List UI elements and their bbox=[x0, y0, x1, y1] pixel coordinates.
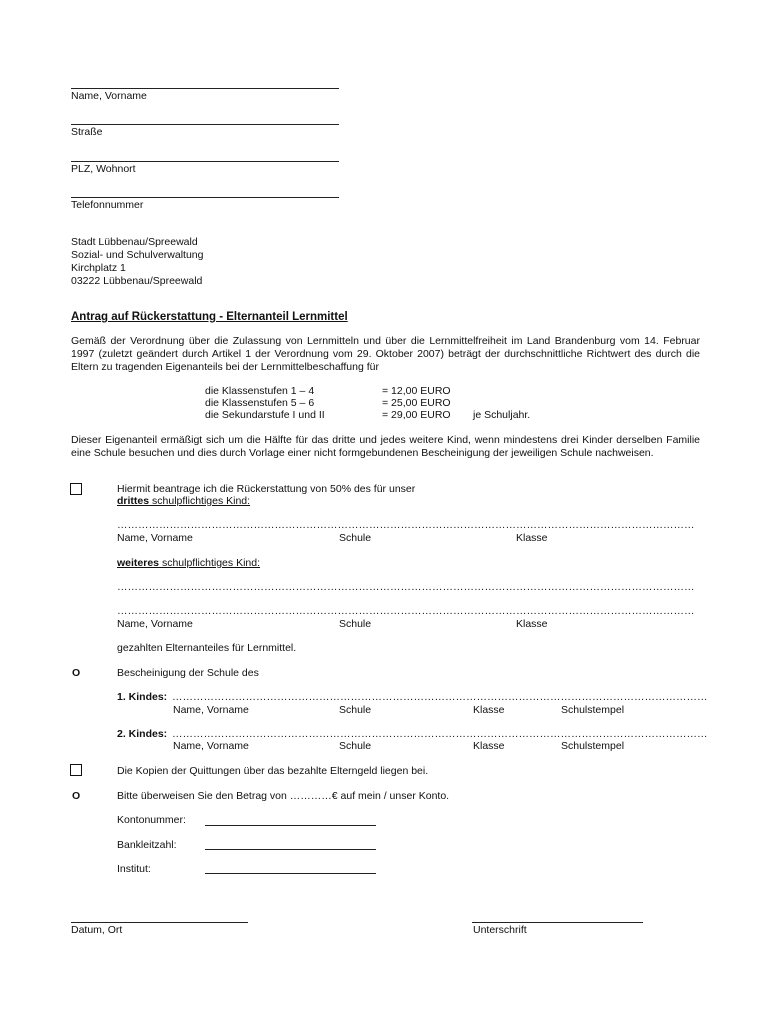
child1-dotted-field[interactable]: ……………………………………………………………………………………………………………………………………… bbox=[172, 691, 708, 703]
child2-col-name: Name, Vorname bbox=[173, 740, 249, 752]
recipient-line-3: Kirchplatz 1 bbox=[71, 262, 126, 274]
signature-line[interactable] bbox=[472, 922, 643, 923]
rate-note: je Schuljahr. bbox=[473, 409, 531, 421]
request-checkbox[interactable] bbox=[70, 483, 82, 495]
third-child-dotted-field[interactable]: ………………………………………………………………………………………………………………………………………………… bbox=[117, 519, 695, 531]
further-child-dotted-field-1[interactable]: ………………………………………………………………………………………………………………………………………………… bbox=[117, 581, 695, 593]
third-child-heading bbox=[117, 495, 250, 508]
rate-level-2: die Klassenstufen 5 – 6 bbox=[205, 397, 315, 409]
rate-amount-3: = 29,00 EURO bbox=[382, 409, 451, 421]
document-title: Antrag auf Rückerstattung - Elternanteil Lernmittel bbox=[71, 311, 348, 323]
further-child-bold: weiteres bbox=[117, 557, 160, 569]
rate-amount-1: = 12,00 EURO bbox=[382, 385, 451, 397]
intro-paragraph: Gemäß der Verordnung über die Zulassung von Lernmitteln und über die Lernmittelfreiheit im Land Brandenburg vom 14. Februar 1997 (zuletzt geändert durch Artikel 1 der Verordnung vom 29. Oktober 2007) beträgt der durchschnittliche Richtwert des durch die Eltern zu tragenden Eigenanteils bei der Lernmittelbeschaffung für bbox=[71, 335, 700, 373]
third-child-bold: drittes bbox=[117, 495, 150, 507]
city-line[interactable] bbox=[71, 161, 339, 162]
child1-col-name: Name, Vorname bbox=[173, 704, 249, 716]
street-line[interactable] bbox=[71, 124, 339, 125]
child1-col-school: Schule bbox=[339, 704, 372, 716]
city-label: PLZ, Wohnort bbox=[71, 163, 136, 175]
child2-col-class: Klasse bbox=[473, 740, 505, 752]
certificate-option-mark[interactable]: O bbox=[72, 667, 81, 679]
rate-level-3: die Sekundarstufe I und II bbox=[205, 409, 325, 421]
phone-line[interactable] bbox=[71, 197, 339, 198]
institute-label: Institut: bbox=[117, 863, 151, 875]
further-col-school: Schule bbox=[339, 618, 372, 630]
recipient-line-2: Sozial- und Schulverwaltung bbox=[71, 249, 204, 261]
date-line[interactable] bbox=[71, 922, 248, 923]
phone-label: Telefonnummer bbox=[71, 199, 144, 211]
bank-code-line[interactable] bbox=[205, 849, 376, 850]
child1-col-class: Klasse bbox=[473, 704, 505, 716]
child2-col-stamp: Schulstempel bbox=[561, 740, 625, 752]
bank-code-label: Bankleitzahl: bbox=[117, 839, 177, 851]
discount-paragraph: Dieser Eigenanteil ermäßigt sich um die Hälfte für das dritte und jedes weitere Kind, wenn mindestens drei Kinder derselben Familie eine Schule besuchen und dies durch Vorlage einer nicht formgebundenen Bescheinigung der jeweiligen Schule nachweisen. bbox=[71, 434, 700, 459]
request-line-1: Hiermit beantrage ich die Rückerstattung von 50% des für unser bbox=[117, 483, 416, 495]
signature-label: Unterschrift bbox=[473, 924, 527, 936]
transfer-option-mark[interactable]: O bbox=[72, 790, 81, 802]
third-col-class: Klasse bbox=[516, 532, 548, 544]
rate-amount-2: = 25,00 EURO bbox=[382, 397, 451, 409]
recipient-line-4: 03222 Lübbenau/Spreewald bbox=[71, 275, 203, 287]
account-label: Kontonummer: bbox=[117, 814, 186, 826]
account-line[interactable] bbox=[205, 825, 376, 826]
certificate-heading: Bescheinigung der Schule des bbox=[117, 667, 259, 679]
child1-label: 1. Kindes: bbox=[117, 691, 168, 703]
name-line[interactable] bbox=[71, 88, 339, 89]
rate-level-1: die Klassenstufen 1 – 4 bbox=[205, 385, 315, 397]
date-label: Datum, Ort bbox=[71, 924, 123, 936]
copies-text: Die Kopien der Quittungen über das bezahlte Elterngeld liegen bei. bbox=[117, 765, 429, 777]
child2-col-school: Schule bbox=[339, 740, 372, 752]
transfer-text: Bitte überweisen Sie den Betrag von …………€ auf mein / unser Konto. bbox=[117, 790, 450, 802]
recipient-line-1: Stadt Lübbenau/Spreewald bbox=[71, 236, 198, 248]
recipient-address bbox=[71, 236, 204, 288]
street-label: Straße bbox=[71, 126, 103, 138]
further-child-dotted-field-2[interactable]: ………………………………………………………………………………………………………………………………………………… bbox=[117, 605, 695, 617]
further-col-name: Name, Vorname bbox=[117, 618, 193, 630]
copies-checkbox[interactable] bbox=[70, 764, 82, 776]
name-label: Name, Vorname bbox=[71, 90, 147, 102]
institute-line[interactable] bbox=[205, 873, 376, 874]
third-col-name: Name, Vorname bbox=[117, 532, 193, 544]
third-col-school: Schule bbox=[339, 532, 372, 544]
child2-label: 2. Kindes: bbox=[117, 728, 168, 740]
further-col-class: Klasse bbox=[516, 618, 548, 630]
request-closing: gezahlten Elternanteiles für Lernmittel. bbox=[117, 642, 297, 654]
third-child-rest: schulpflichtiges Kind: bbox=[149, 495, 251, 507]
child1-col-stamp: Schulstempel bbox=[561, 704, 625, 716]
further-child-rest: schulpflichtiges Kind: bbox=[159, 557, 261, 569]
further-child-heading bbox=[117, 557, 260, 570]
child2-dotted-field[interactable]: ……………………………………………………………………………………………………………………………………… bbox=[172, 728, 708, 740]
